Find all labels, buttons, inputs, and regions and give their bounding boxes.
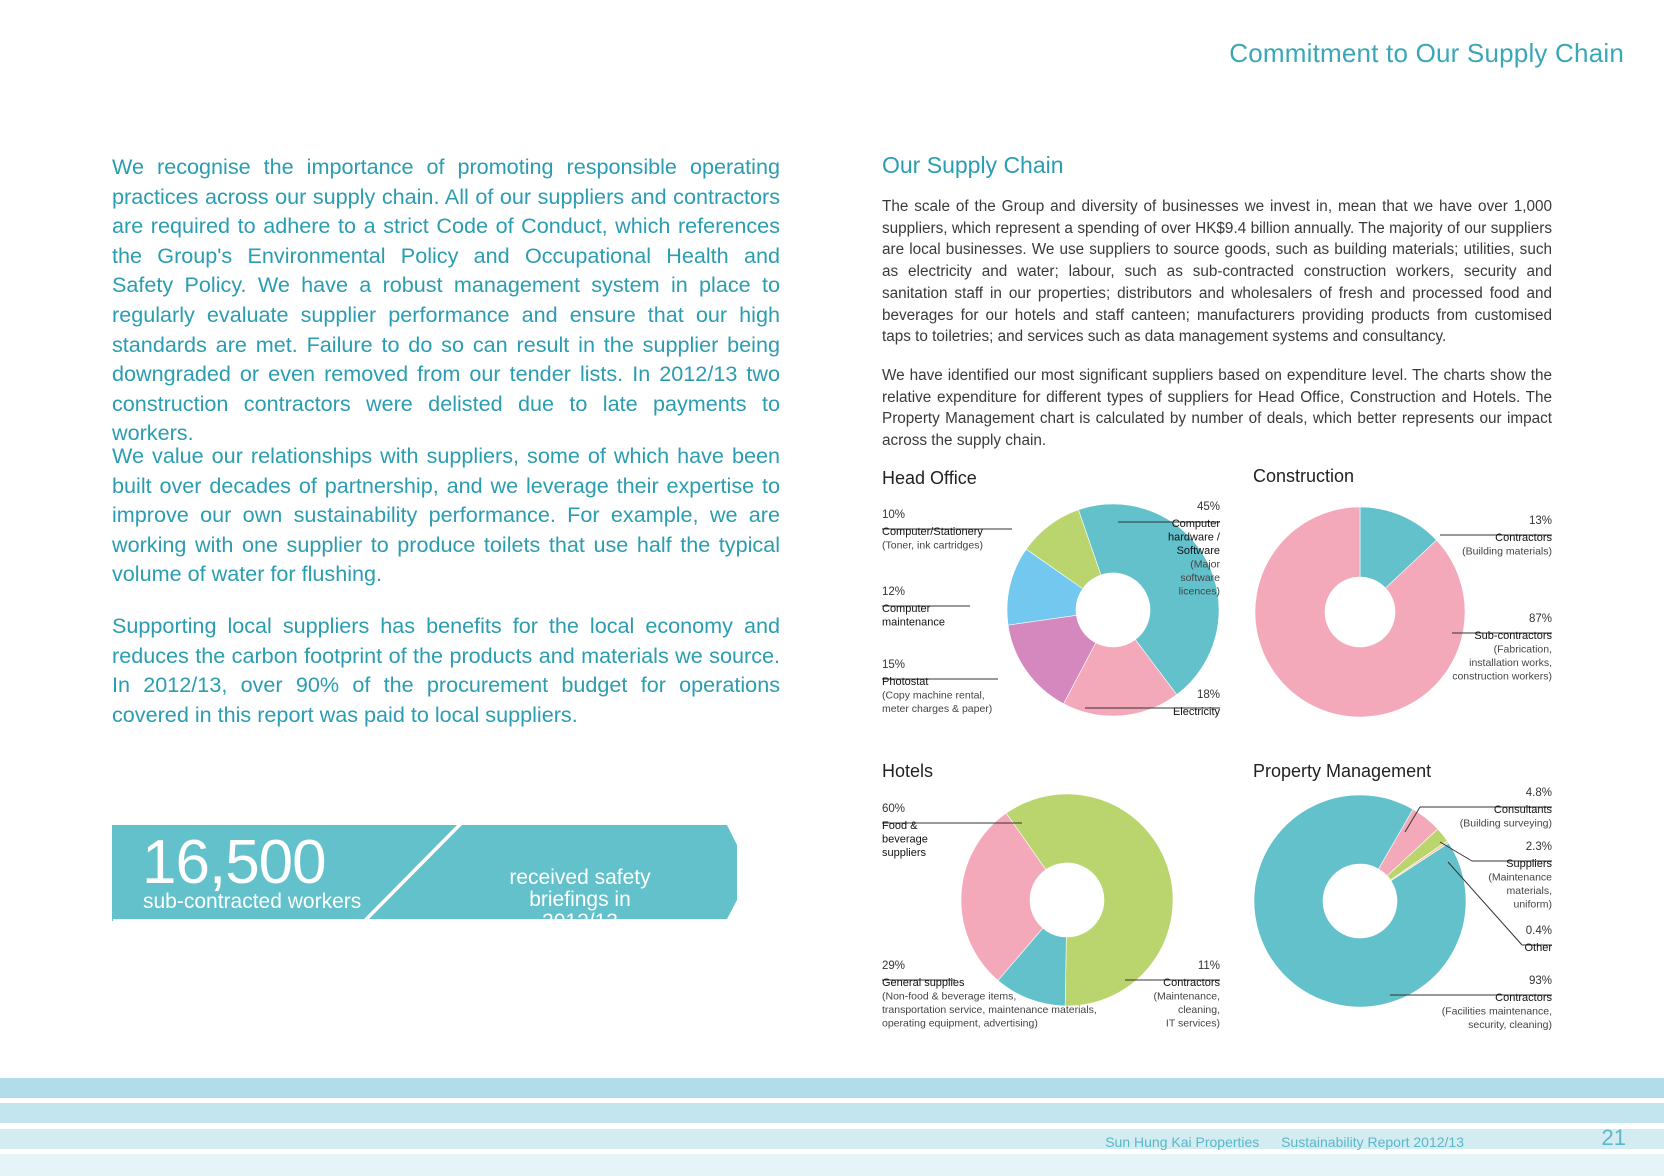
slice-percent: 15% (882, 659, 906, 671)
slice-percent: 18% (1196, 689, 1220, 701)
slice-percent: 87% (1528, 613, 1552, 625)
slice-description: (Maintenance, (1153, 990, 1220, 1003)
page-title: Commitment to Our Supply Chain (1229, 38, 1624, 68)
donut-chart-3 (1254, 795, 1466, 1007)
slice-percent: 12% (882, 586, 906, 598)
donut-chart-2 (961, 794, 1173, 1006)
slice-name: Contractors (1495, 532, 1552, 544)
chart-label-0-4 (882, 509, 1012, 552)
slice-name: Contractors (1495, 992, 1552, 1004)
slice-description: (Maintenance (1488, 871, 1552, 884)
stat-label: sub-contracted workers (143, 890, 362, 913)
slice-name: Electricity (1172, 706, 1220, 718)
slice-description: materials, (1506, 885, 1552, 897)
slice-description: (Building surveying) (1459, 817, 1552, 830)
donut-chart-1 (1255, 507, 1465, 717)
slice-description: installation works, (1469, 657, 1552, 669)
slice-description: (Fabrication, (1493, 643, 1552, 656)
slice-description: (Building materials) (1462, 545, 1552, 558)
slice-description: security, cleaning) (1468, 1019, 1552, 1031)
slice-percent: 10% (882, 509, 906, 521)
slice-description: IT services) (1165, 1017, 1220, 1030)
slice-name: General supplies (882, 977, 965, 989)
slice-percent: 0.4% (1525, 925, 1552, 937)
slice-description: (Facilities maintenance, (1441, 1005, 1552, 1018)
slice-percent: 29% (882, 960, 906, 972)
slice-name: Computer/Stationery (882, 526, 983, 538)
slice-description: meter charges & paper) (882, 703, 993, 715)
chart-title-property-management: Property Management (1253, 761, 1432, 781)
footer-text (1105, 1134, 1464, 1150)
stat-note-line-2: briefings in 2012/13 (529, 888, 631, 933)
slice-name: Software (1176, 545, 1220, 557)
slice-name: Contractors (1163, 977, 1220, 989)
slice-name: Computer (882, 603, 931, 615)
slice-percent: 11% (1197, 960, 1220, 972)
slice-name: hardware / (1168, 531, 1220, 544)
slice-name: Consultants (1493, 804, 1552, 816)
footer-stripe-1 (0, 1078, 1664, 1098)
slice-percent: 60% (882, 803, 906, 815)
stat-number: 16,500 (142, 828, 326, 897)
section-heading: Our Supply Chain (882, 152, 1064, 178)
chart-title-construction: Construction (1253, 466, 1355, 486)
slice-percent: 93% (1528, 975, 1552, 987)
slice-percent: 4.8% (1525, 787, 1552, 799)
slice-description: (Copy machine rental, (882, 689, 985, 702)
slice-description: (Major (1190, 558, 1220, 571)
slice-description: uniform) (1513, 898, 1552, 911)
chart-title-head-office: Head Office (882, 468, 977, 488)
slice-name: Sub-contractors (1474, 630, 1552, 642)
page-number: 21 (1601, 1125, 1626, 1150)
slice-description: licences) (1178, 585, 1220, 598)
body-paragraph-1: The scale of the Group and diversity of businesses we invest in, mean that we have over 1,000 suppliers, which represent a spending of over HK$9.4 billion annually. The majority of our suppliers are local businesses. We use suppliers to source goods, such as building materials; utilities, such as electricity and water; labour, such as sub-contracted construction workers, security and sanitation staff in our properties; distributors and wholesalers of fresh and processed food and beverages for our hotels and staff canteen; manufacturers providing products from customised taps to toiletries; and services such as data management systems and consultancy. (882, 198, 1552, 346)
intro-paragraph-1: We recognise the importance of promoting responsible operating practices across our supply chain. All of our suppliers and contractors are required to adhere to a strict Code of Conduct, which references the Group's Environmental Policy and Occupational Health and Safety Policy. We have a robust management system in place to regularly evaluate supplier performance and ensure that our high standards are met. Failure to do so can result in the supplier being downgraded or even removed from our tender lists. In 2012/13 two construction contractors were delisted due to late payments to workers. (112, 154, 780, 446)
slice-name: suppliers (882, 847, 927, 859)
slice-percent: 13% (1528, 515, 1552, 527)
footer-stripe-2 (0, 1103, 1664, 1123)
footer-report: Sustainability Report 2012/13 (1281, 1134, 1464, 1150)
slice-name: Computer (1171, 518, 1220, 530)
slice-percent: 2.3% (1525, 841, 1552, 853)
chart-label-1-1 (1452, 613, 1552, 683)
slice-name: Other (1524, 942, 1552, 954)
slice-percent: 45% (1196, 501, 1220, 513)
slice-name: Photostat (882, 676, 929, 688)
slice-name: beverage (882, 833, 928, 846)
slice-name: Suppliers (1506, 858, 1552, 870)
slice-description: cleaning, (1177, 1004, 1220, 1016)
body-paragraph-2: We have identified our most significant suppliers based on expenditure level. The charts show the relative expenditure for different types of suppliers for Head Office, Construction and Hotels. The Property Management chart is calculated by number of deals, which better represents our impact across the supply chain. (882, 367, 1552, 450)
chart-title-hotels: Hotels (882, 761, 934, 781)
chart-label-0-2 (882, 659, 998, 715)
slice-description: transportation service, maintenance materials, (882, 1004, 1097, 1016)
slice-description: construction workers) (1452, 670, 1552, 683)
slice-description: (Non-food & beverage items, (882, 990, 1017, 1003)
stat-note-line-1: received safety (509, 866, 651, 889)
slice-name: Food & (882, 820, 918, 832)
slice-description: operating equipment, advertising) (882, 1017, 1038, 1030)
slice-description: (Toner, ink cartridges) (882, 539, 983, 552)
chart-label-1-0 (1440, 515, 1552, 558)
slice-name: maintenance (882, 616, 945, 629)
footer-company: Sun Hung Kai Properties (1105, 1134, 1260, 1150)
chart-label-0-3 (882, 586, 970, 629)
intro-paragraph-2: We value our relationships with suppliers, some of which have been built over decades of partnership, and we leverage their expertise to improve our own sustainability performance. For example, we are working with one supplier to produce toilets that use half the typical volume of water for flushing. (112, 443, 780, 587)
footer-stripe-4 (0, 1154, 1664, 1176)
intro-paragraph-3: Supporting local suppliers has benefits for the local economy and reduces the carbon footprint of the products and materials we source. In 2012/13, over 90% of the procurement budget for operations covered in this report was paid to local suppliers. (112, 613, 780, 727)
slice-description: software (1180, 572, 1220, 584)
